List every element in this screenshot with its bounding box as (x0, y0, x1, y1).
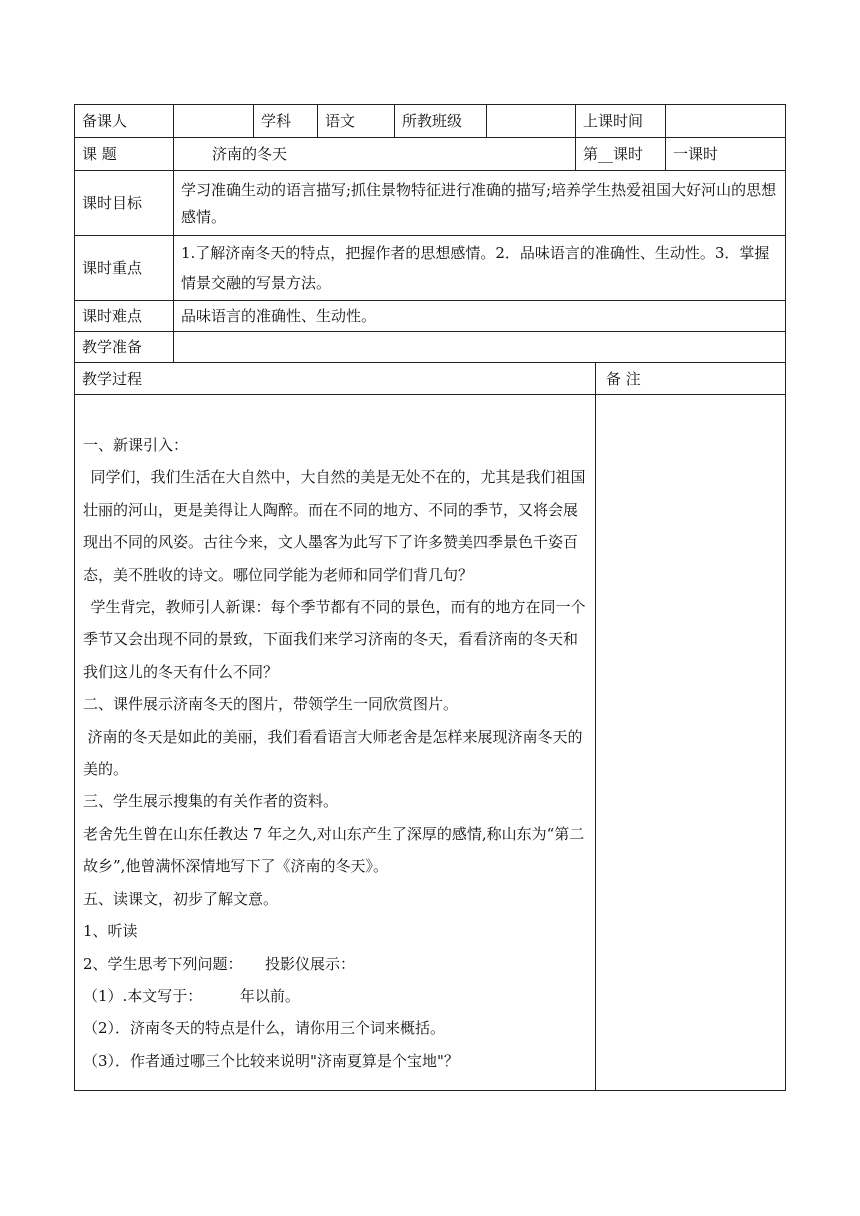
process-paragraph: 学生背完，教师引人新课：每个季节都有不同的景色，而有的地方在同一个季节又会出现不同的景致，下面我们来学习济南的冬天，看看济南的冬天和我们这儿的冬天有什么不同？ (83, 598, 586, 681)
focus-value: 1.了解济南冬天的特点，把握作者的思想感情。2．品味语言的准确性、生动性。3．掌握情景交融的写景方法。 (174, 236, 786, 301)
lesson-plan-table (74, 104, 786, 1091)
goal-label: 课时目标 (75, 171, 174, 236)
process-body-row (75, 395, 786, 1091)
process-paragraph: 1、听读 (83, 922, 138, 941)
process-header-row (75, 363, 786, 395)
preparer-label: 备课人 (75, 105, 174, 138)
subject-label: 学科 (254, 105, 318, 138)
process-paragraph: （2）．济南冬天的特点是什么，请你用三个词来概括。 (83, 1019, 446, 1038)
notes-content (596, 395, 786, 1091)
difficulty-label: 课时难点 (75, 301, 174, 332)
difficulty-value: 品味语言的准确性、生动性。 (174, 301, 786, 332)
difficulty-row (75, 301, 786, 332)
process-paragraph: 五、读课文，初步了解文意。 (83, 889, 279, 908)
process-paragraph: 三、学生展示搜集的有关作者的资料。 (83, 792, 339, 811)
prep-row (75, 332, 786, 363)
process-paragraph: 同学们，我们生活在大自然中，大自然的美是无处不在的，尤其是我们祖国壮丽的河山，更是美得让人陶醉。而在不同的地方、不同的季节，又将会展现出不同的风姿。古往今来，文人墨客为此写下了许多赞美四季景色千姿百态，美不胜收的诗文。哪位同学能为老师和同学们背几句？ (83, 468, 586, 584)
period-label: 第__课时 (576, 138, 666, 171)
time-label: 上课时间 (576, 105, 666, 138)
process-paragraph: 济南的冬天是如此的美丽，我们看看语言大师老舍是怎样来展现济南冬天的美的。 (83, 727, 583, 779)
class-label: 所教班级 (395, 105, 487, 138)
process-label: 教学过程 (75, 363, 596, 395)
process-paragraph: 2、学生思考下列问题： 投影仪展示： (83, 954, 356, 973)
process-paragraph: 一、新课引入： (83, 436, 189, 454)
period-value: 一课时 (666, 138, 786, 171)
topic-row (75, 138, 786, 171)
focus-row (75, 236, 786, 301)
topic-label: 课 题 (75, 138, 174, 171)
goal-value: 学习准确生动的语言描写;抓住景物特征进行准确的描写;培养学生热爱祖国大好河山的思想感情。 (174, 171, 786, 236)
topic-value: 济南的冬天 (174, 138, 576, 171)
prep-value (174, 332, 786, 363)
notes-label: 备 注 (596, 363, 786, 395)
header-row (75, 105, 786, 138)
focus-label: 课时重点 (75, 236, 174, 301)
goal-row (75, 171, 786, 236)
process-paragraph: （3）．作者通过哪三个比较来说明"济南夏算是个宝地"？ (83, 1051, 459, 1070)
process-paragraph: （1）.本文写于： 年以前。 (83, 986, 300, 1005)
lesson-plan-sheet (74, 104, 785, 1091)
preparer-value (174, 105, 254, 138)
subject-value: 语文 (318, 105, 395, 138)
process-content (75, 395, 596, 1091)
prep-label: 教学准备 (75, 332, 174, 363)
process-paragraph: 老舍先生曾在山东任教达 7 年之久,对山东产生了深厚的感情,称山东为“第二故乡”,他曾满怀深情地写下了《济南的冬天》。 (83, 824, 585, 876)
class-value (487, 105, 576, 138)
process-paragraph: 二、课件展示济南冬天的图片，带领学生一同欣赏图片。 (83, 695, 459, 714)
time-value (666, 105, 786, 138)
